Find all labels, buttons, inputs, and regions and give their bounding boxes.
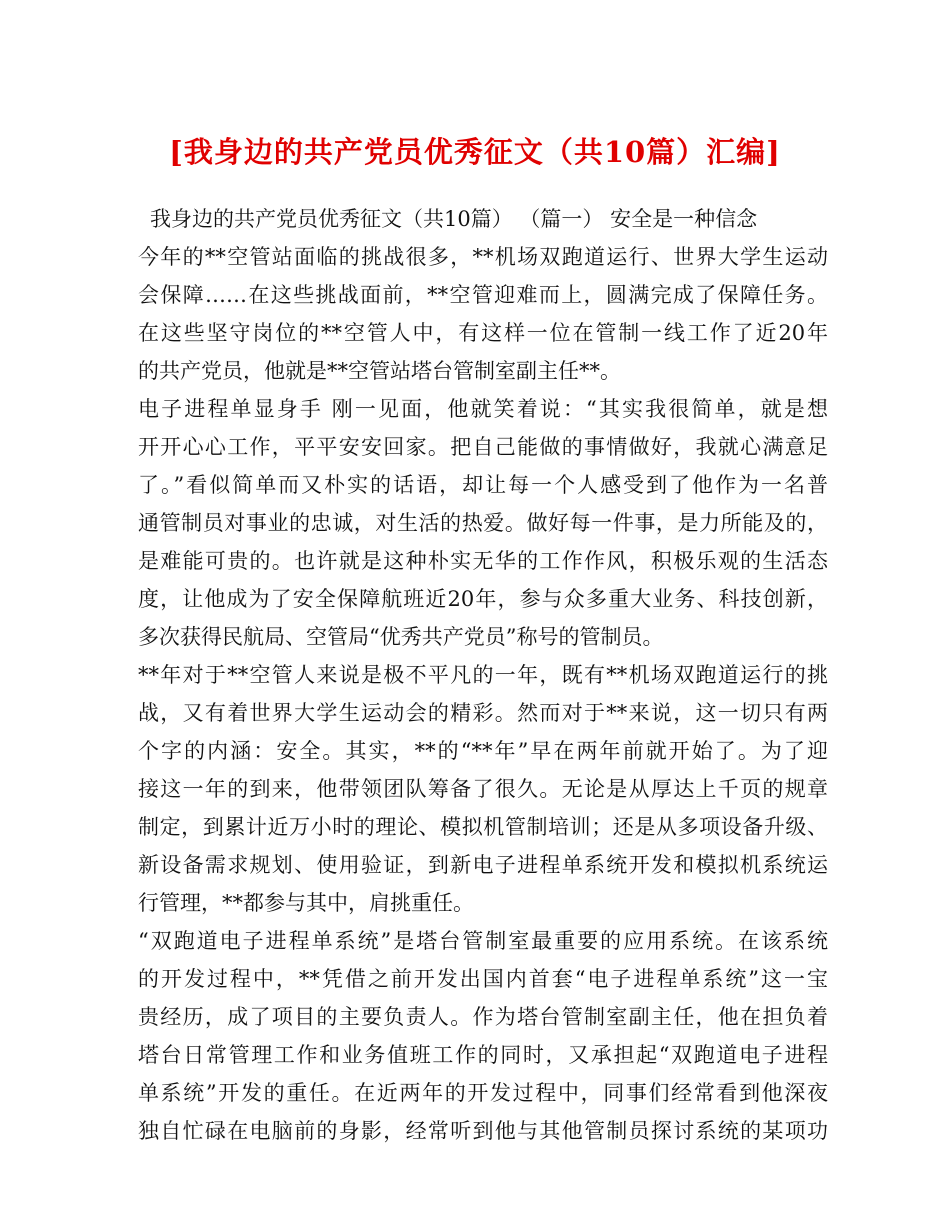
text-line: 在这些坚守岗位的**空管人中，有这样一位在管制一线工作了近20年 <box>138 321 828 345</box>
text-line: 战，又有着世界大学生运动会的精彩。然而对于**来说，这一切只有两 <box>138 701 828 725</box>
text-line: 塔台日常管理工作和业务值班工作的同时，又承担起“双跑道电子进程 <box>138 1043 828 1067</box>
text-line: 贵经历，成了项目的主要负责人。作为塔台管制室副主任，他在担负着 <box>138 1005 828 1029</box>
text-line: 制定，到累计近万小时的理论、模拟机管制培训；还是从多项设备升级、 <box>138 815 828 839</box>
text-line: 电子进程单显身手 刚一见面，他就笑着说：“其实我很简单，就是想 <box>138 397 828 421</box>
text-line: 开开心心工作，平平安安回家。把自己能做的事情做好，我就心满意足 <box>138 435 828 459</box>
text-line: 的开发过程中，**凭借之前开发出国内首套“电子进程单系统”这一宝 <box>138 967 828 991</box>
text-line: 多次获得民航局、空管局“优秀共产党员”称号的管制员。 <box>138 625 664 649</box>
text-line: 了。”看似简单而又朴实的话语，却让每一个人感受到了他作为一名普 <box>138 473 828 497</box>
text-line: 接这一年的到来，他带领团队筹备了很久。无论是从厚达上千页的规章 <box>138 777 828 801</box>
document-title: [我身边的共产党员优秀征文（共10篇）汇编] <box>169 135 781 169</box>
text-line: 单系统”开发的重任。在近两年的开发过程中，同事们经常看到他深夜 <box>138 1081 828 1105</box>
text-line: 新设备需求规划、使用验证，到新电子进程单系统开发和模拟机系统运 <box>138 853 828 877</box>
text-line: “双跑道电子进程单系统”是塔台管制室最重要的应用系统。在该系统 <box>138 929 828 953</box>
text-line: 独自忙碌在电脑前的身影，经常听到他与其他管制员探讨系统的某项功 <box>138 1119 828 1143</box>
text-line: 我身边的共产党员优秀征文（共10篇） （篇一） 安全是一种信念 <box>150 207 758 231</box>
text-line: 行管理，**都参与其中，肩挑重任。 <box>138 891 474 915</box>
text-line: 个字的内涵：安全。其实，**的“**年”早在两年前就开始了。为了迎 <box>138 739 828 763</box>
document-body <box>138 200 828 1150</box>
text-line: 通管制员对事业的忠诚，对生活的热爱。做好每一件事，是力所能及的， <box>138 511 828 535</box>
text-line: 的共产党员，他就是**空管站塔台管制室副主任**。 <box>138 359 621 383</box>
text-line: **年对于**空管人来说是极不平凡的一年，既有**机场双跑道运行的挑 <box>138 663 828 687</box>
text-line: 今年的**空管站面临的挑战很多，**机场双跑道运行、世界大学生运动 <box>138 245 828 269</box>
text-line: 是难能可贵的。也许就是这种朴实无华的工作作风，积极乐观的生活态 <box>138 549 828 573</box>
text-line: 会保障……在这些挑战面前，**空管迎难而上，圆满完成了保障任务。 <box>138 283 828 307</box>
text-line: 度，让他成为了安全保障航班近20年，参与众多重大业务、科技创新， <box>138 587 828 611</box>
